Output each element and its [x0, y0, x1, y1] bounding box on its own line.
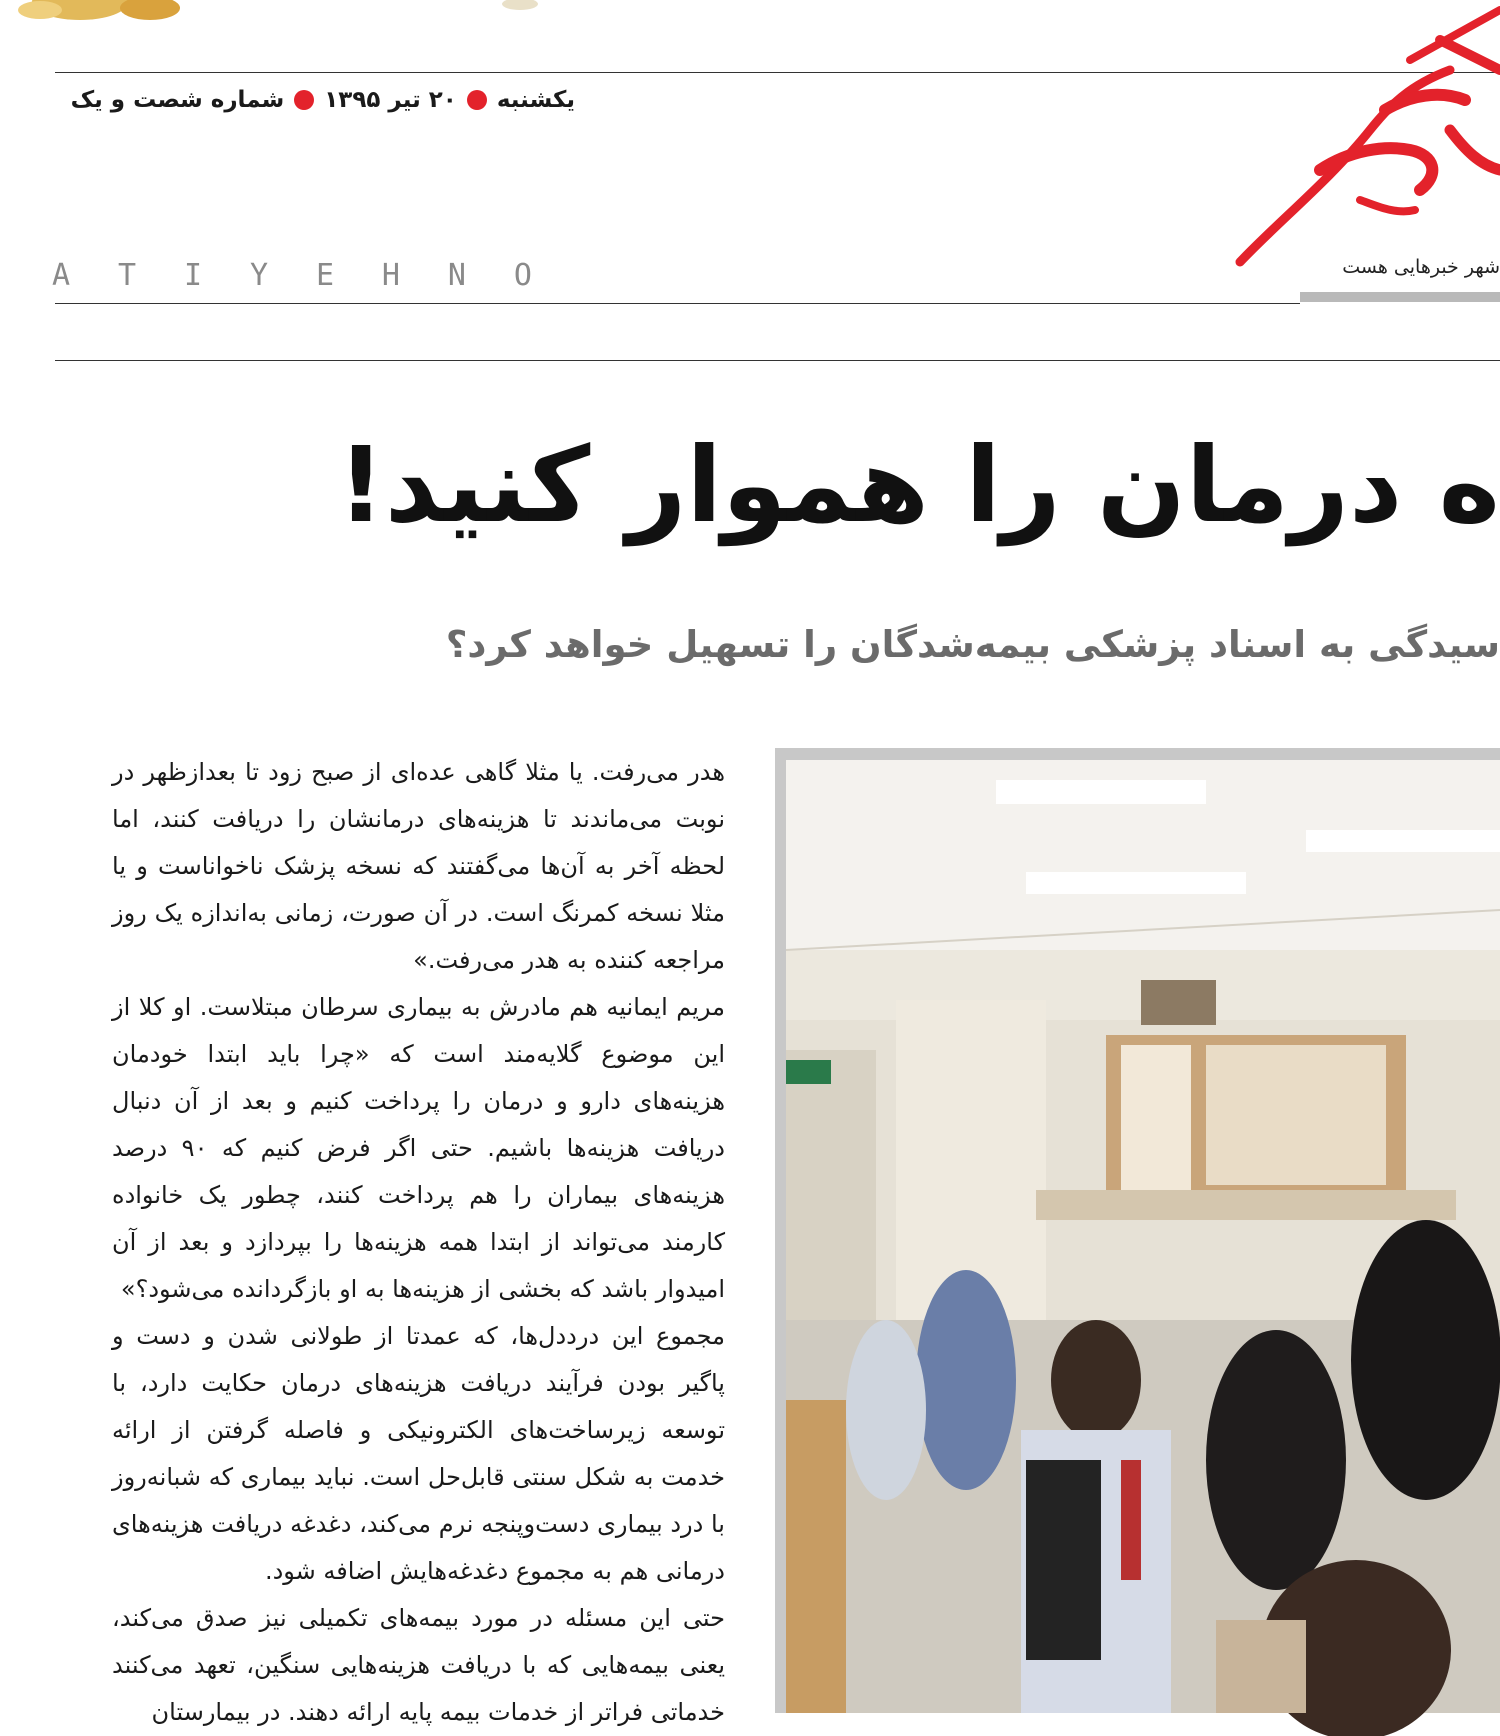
- tagline-bar: [1300, 292, 1500, 302]
- masthead-bottom-rule: [55, 303, 1300, 304]
- dateline: [55, 80, 575, 120]
- article-photo: [786, 760, 1500, 1713]
- article-paragraph: حتی این مسئله در مورد بیمه‌های تکمیلی نیز صدق می‌کند، یعنی بیمه‌هایی که با دریافت هزینه‌هایی سنگین، تعهد می‌کنند خدماتی فراتر از خدمات بیمه پایه ارائه دهند. در بیمارستان: [112, 1604, 725, 1726]
- article-paragraph: مریم ایمانیه هم مادرش به بیماری سرطان مبتلاست. او کلا از این موضوع گلایه‌مند است که «چرا باید ابتدا خودمان هزینه‌های دارو و درمان را پرداخت کنیم و بعد از آن دنبال دریافت هزینه‌ها باشیم. حتی اگر فرض کنیم که ۹۰ درصد هزینه‌های بیماران را هم پرداخت کنند، چطور یک خانواده کارمند می‌تواند از ابتدا همه هزینه‌ها را بپردازد و بعد از آن امیدوار باشد که بخشی از هزینه‌ها به او بازگردانده می‌شود؟»: [112, 993, 725, 1303]
- section-letter: E: [315, 258, 334, 293]
- article-photo-frame: [775, 748, 1500, 1713]
- article-headline: ه درمان را هموار کنید!: [337, 424, 1500, 546]
- dateline-date: ۲۰ تیر ۱۳۹۵: [324, 87, 457, 113]
- dateline-day: یکشنبه: [496, 87, 575, 113]
- section-letter: A: [52, 258, 71, 293]
- article-body: [112, 749, 725, 1726]
- section-letter: I: [183, 258, 203, 293]
- separator-dot: [294, 90, 314, 110]
- masthead-decoration: [0, 0, 560, 46]
- section-letter: T: [117, 258, 137, 293]
- section-label: [52, 258, 532, 298]
- newspaper-logo: [1210, 0, 1500, 300]
- section-letter: Y: [249, 258, 269, 293]
- tagline: شهر خبرهایی هست: [1342, 256, 1500, 278]
- section-rule: [55, 360, 1500, 361]
- section-letter: N: [447, 258, 466, 293]
- separator-dot: [467, 90, 487, 110]
- issue-number: شماره شصت و یک: [70, 87, 285, 113]
- article-paragraph: مجموع این درددل‌ها، که عمدتا از طولانی شدن و دست و پاگیر بودن فرآیند دریافت هزینه‌های درمان حکایت دارد، با توسعه زیرساخت‌های الکترونیکی و فاصله گرفتن از ارائه خدمت به شکل سنتی قابل‌حل است. نباید بیماری که شبانه‌روز با درد بیماری دست‌وپنجه نرم می‌کند، دغدغه دریافت هزینه‌های درمانی هم به مجموع دغدغه‌هایش اضافه شود.: [112, 1322, 725, 1585]
- section-letter: H: [381, 258, 400, 293]
- article-paragraph: هدر می‌رفت. یا مثلا گاهی عده‌ای از صبح زود تا بعدازظهر در نوبت می‌ماندند تا هزینه‌های درمانشان را دریافت کنند، اما لحظه آخر به آن‌ها می‌گفتند که نسخه پزشک ناخواناست و یا مثلا نسخه کمرنگ است. در آن صورت، زمانی به‌اندازه یک روز مراجعه کننده به هدر می‌رفت.»: [112, 758, 725, 974]
- section-letter: O: [513, 258, 532, 293]
- article-subhead: سیدگی به اسناد پزشکی بیمه‌شدگان را تسهیل خواهد کرد؟: [445, 623, 1500, 666]
